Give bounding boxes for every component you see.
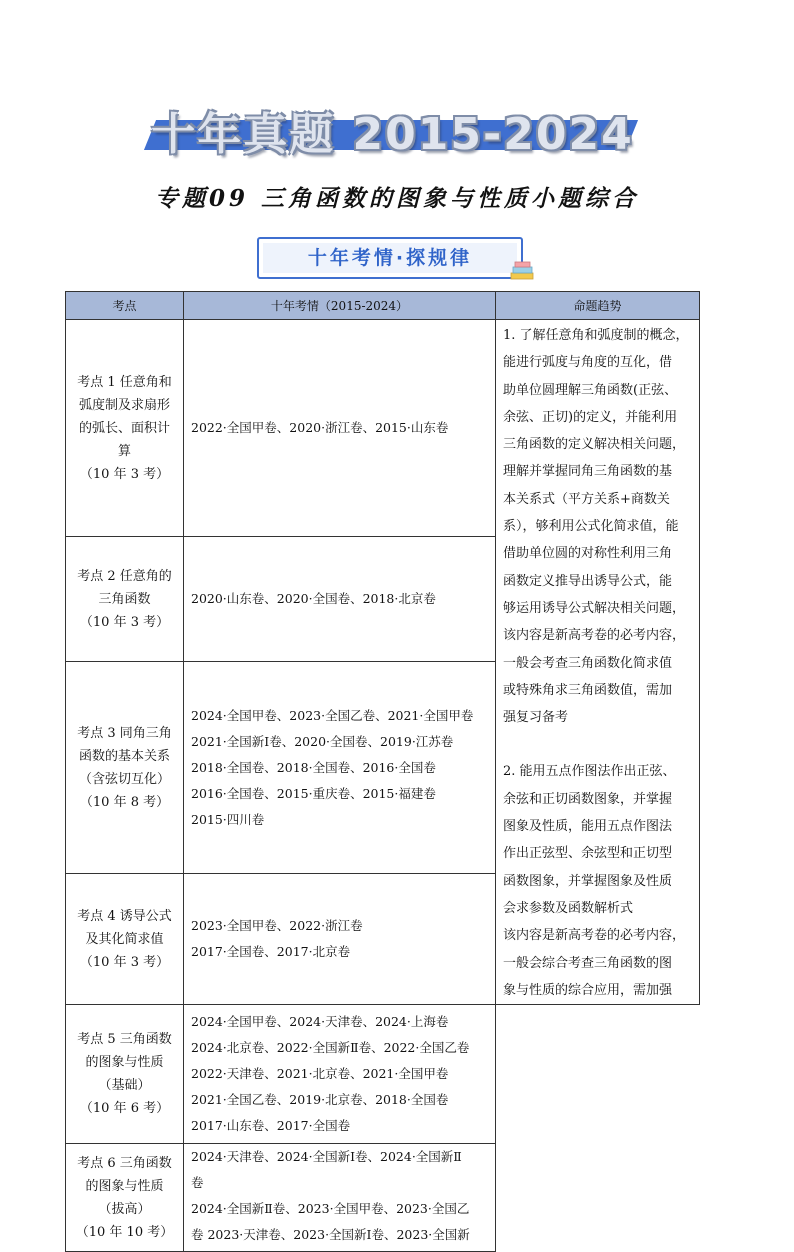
table-row [66, 320, 700, 537]
table-row [66, 1144, 700, 1252]
topic-cell: 考点 2 任意角的 三角函数 （10 年 3 考） [66, 537, 184, 661]
history-cell: 2020·山东卷、2020·全国卷、2018·北京卷 [184, 537, 496, 661]
history-cell: 2022·全国甲卷、2020·浙江卷、2015·山东卷 [184, 320, 496, 537]
topic-cell: 考点 5 三角函数 的图象与性质 （基础） （10 年 6 考） [66, 1005, 184, 1144]
history-cell: 2024·全国甲卷、2023·全国乙卷、2021·全国甲卷 2021·全国新Ⅰ卷、2020·全国卷、2019·江苏卷 2018·全国卷、2018·全国卷、2016·全国卷 2016·全国卷、2015·重庆卷、2015·福建卷 2015·四川卷 [184, 661, 496, 874]
title-banner [140, 96, 645, 160]
subject-title: 专题09 三角函数的图象与性质小题综合 [154, 185, 639, 212]
topic-cell: 考点 3 同角三角 函数的基本关系 （含弦切互化） （10 年 8 考） [66, 661, 184, 874]
trend-cell: 1. 了解任意角和弧度制的概念， 能进行弧度与角度的互化，借 助单位圆理解三角函数(正弦、 余弦、正切)的定义，并能利用 三角函数的定义解决相关问题， 理解并掌握同角三角函数的基 本关系式（平方关系+商数关 系），够利用公式化简求值，能 借助单位圆的对称性利用三角 函数定义推导出诱导公式，能 够运用诱导公式解决相关问题， 该内容是新高考卷的必考内容， 一般会考查三角函数化简求值 或特殊角求三角函数值，需加 强复习备考 2. 能用五点作图法作出正弦、 余弦和正切函数图象，并掌握 图象及性质，能用五点作图法 作出正弦型、余弦型和正切型 函数图象，并掌握图象及性质 会求参数及函数解析式 该内容是新高考卷的必考内容， 一般会综合考查三角函数的图 象与性质的综合应用，需加强 [496, 320, 700, 1005]
history-cell: 2023·全国甲卷、2022·浙江卷 2017·全国卷、2017·北京卷 [184, 874, 496, 1005]
exam-analysis-table [65, 291, 700, 1252]
section-tag [257, 237, 523, 279]
topic-cell: 考点 4 诱导公式 及其化简求值 （10 年 3 考） [66, 874, 184, 1005]
history-cell: 2024·天津卷、2024·全国新Ⅰ卷、2024·全国新Ⅱ 卷 2024·全国新Ⅱ卷、2023·全国甲卷、2023·全国乙 卷 2023·天津卷、2023·全国新Ⅰ卷、2023·全国新 [184, 1144, 496, 1252]
topic-cell: 考点 6 三角函数 的图象与性质 （拔高） （10 年 10 考） [66, 1144, 184, 1252]
banner-title: 十年真题 2015-2024 [151, 109, 634, 160]
topic-cell: 考点 1 任意角和 弧度制及求扇形 的弧长、面积计 算 （10 年 3 考） [66, 320, 184, 537]
history-cell: 2024·全国甲卷、2024·天津卷、2024·上海卷 2024·北京卷、2022·全国新Ⅱ卷、2022·全国乙卷 2022·天津卷、2021·北京卷、2021·全国甲卷 2021·全国乙卷、2019·北京卷、2018·全国卷 2017·山东卷、2017·全国卷 [184, 1005, 496, 1144]
header-trend: 命题趋势 [496, 292, 700, 320]
books-icon [509, 259, 535, 281]
section-tag-label: 十年考情·探规律 [307, 247, 473, 269]
header-history: 十年考情（2015-2024） [184, 292, 496, 320]
header-topic: 考点 [66, 292, 184, 320]
